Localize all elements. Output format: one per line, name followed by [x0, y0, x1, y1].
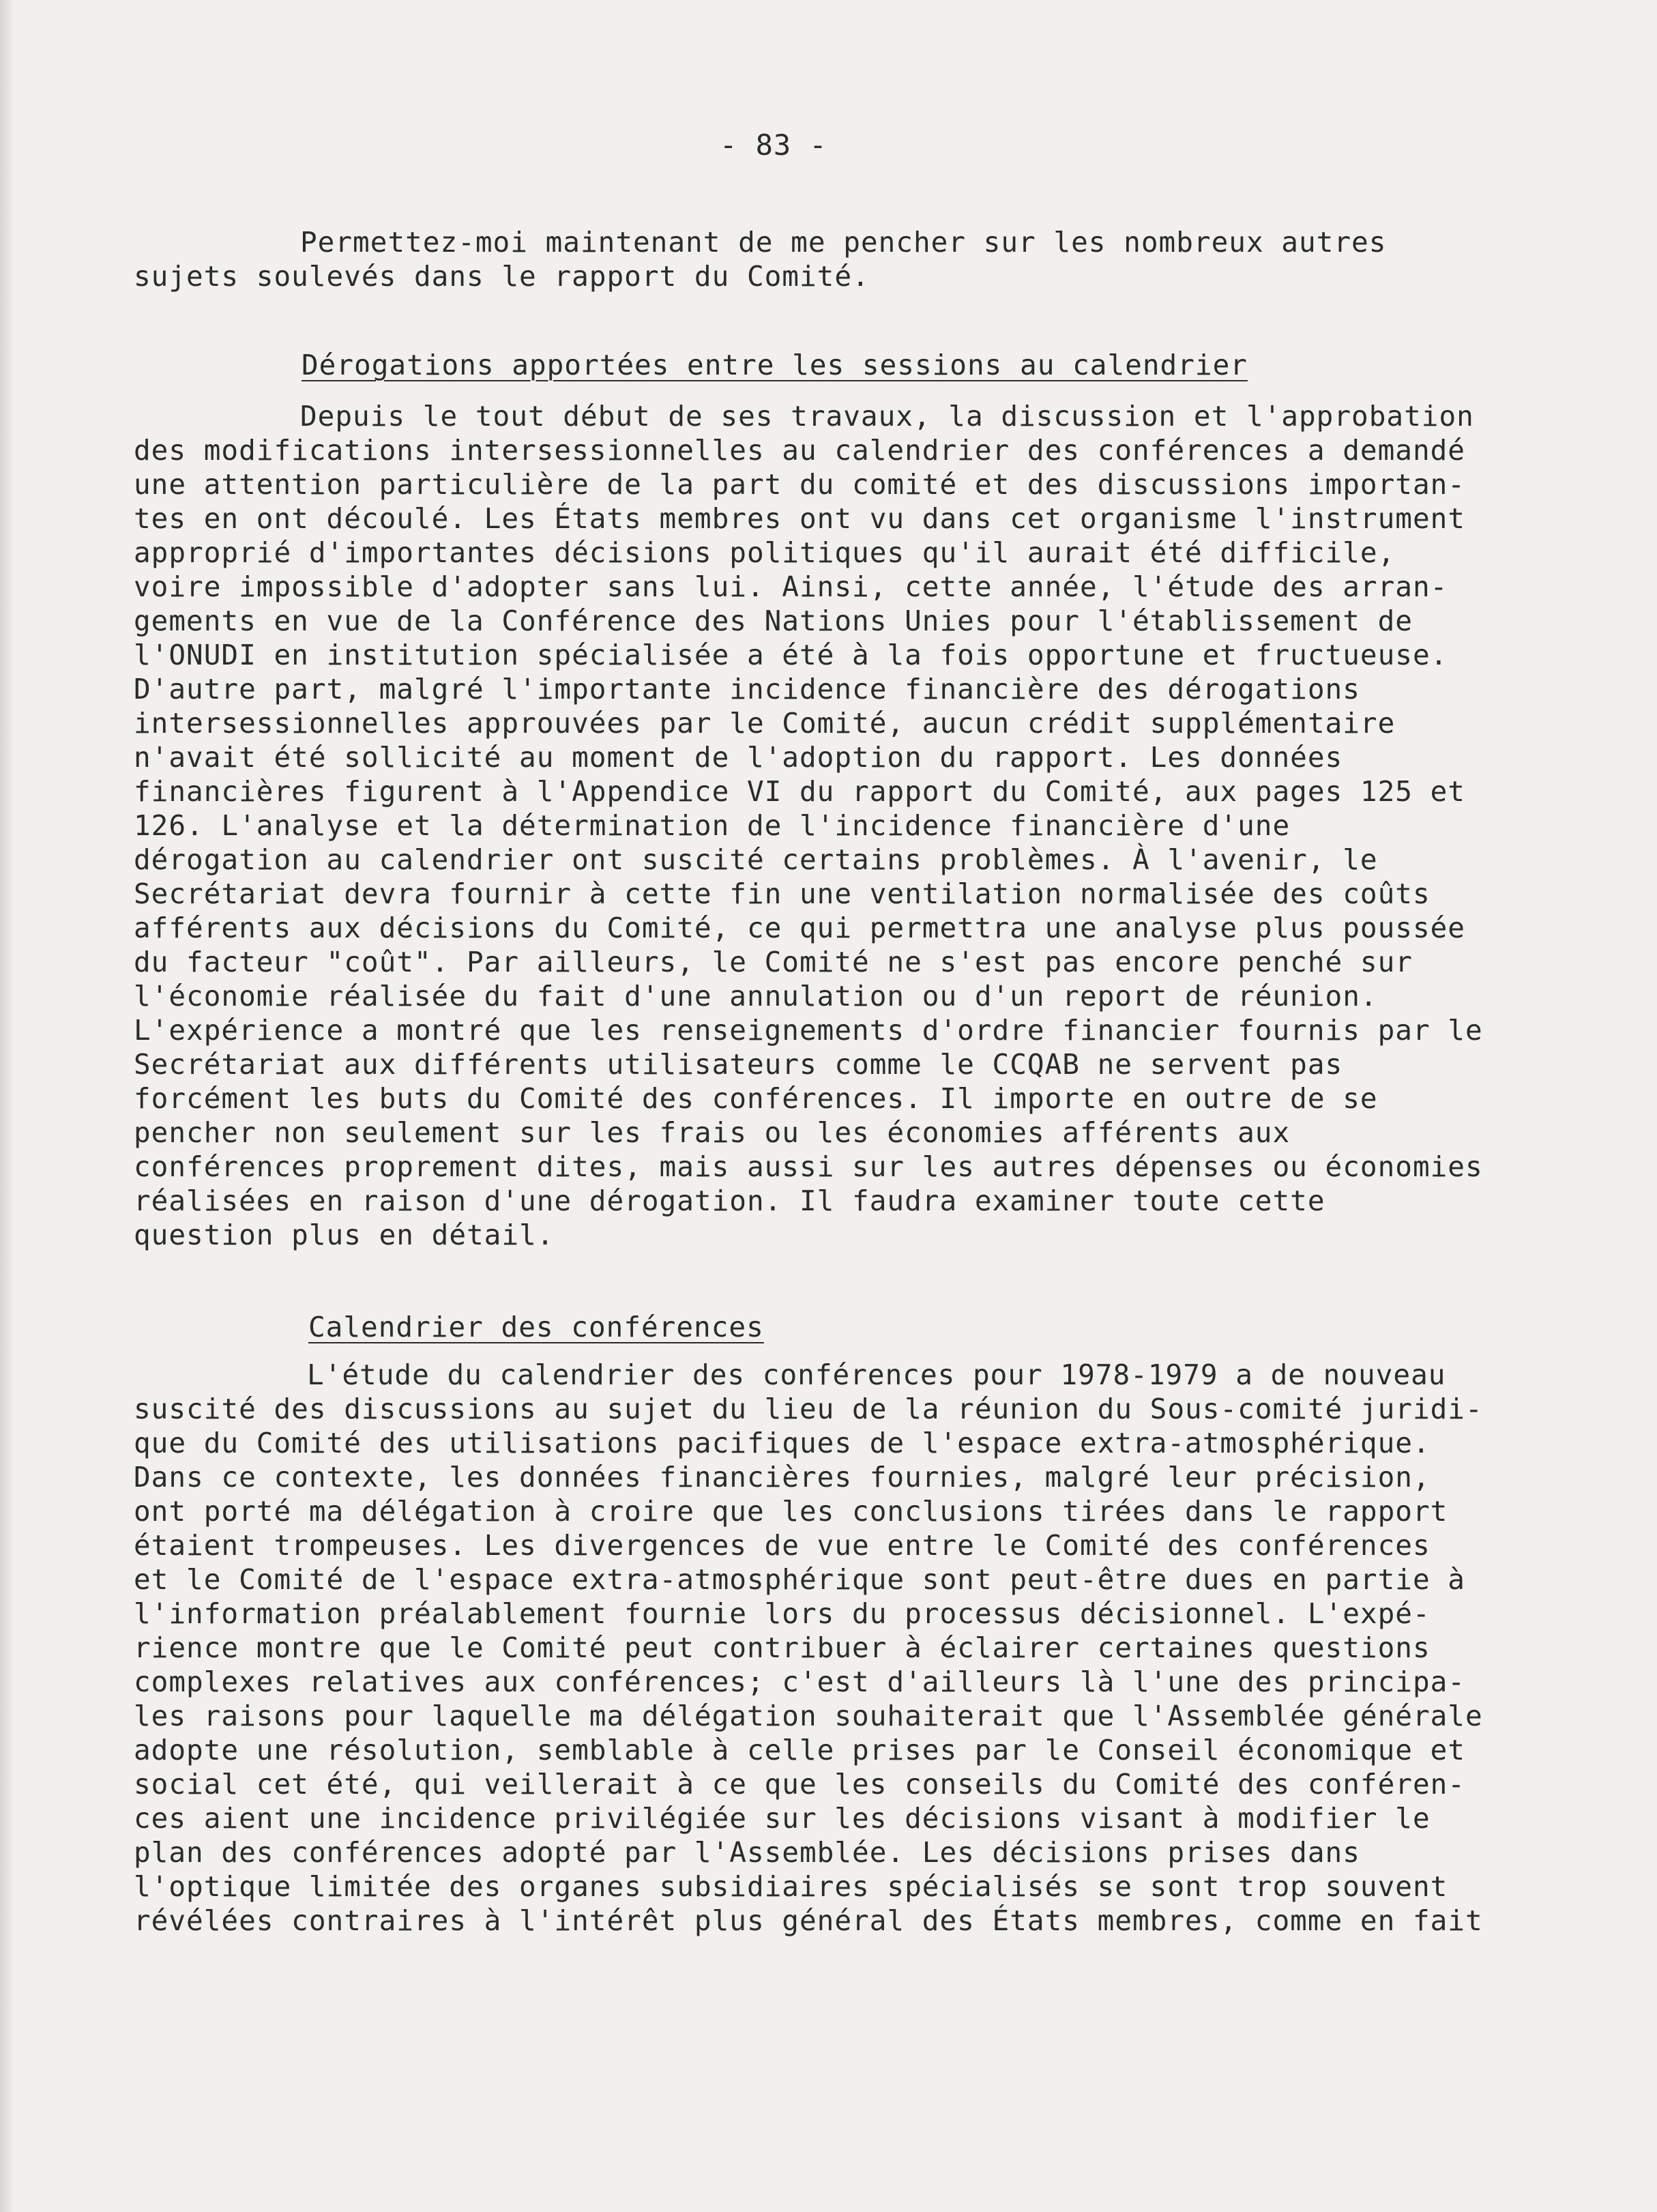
paragraph-line: suscité des discussions au sujet du lieu de la réunion du Sous-comité juridi- [134, 1393, 1483, 1425]
paragraph-line: ces aient une incidence privilégiée sur les décisions visant à modifier le [134, 1802, 1431, 1835]
paragraph-line: l'optique limitée des organes subsidiaires spécialisés se sont trop souvent [134, 1870, 1448, 1903]
page-number: - 83 - [720, 128, 827, 162]
paragraph-line: L'expérience a montré que les renseignements d'ordre financier fournis par le [134, 1014, 1483, 1047]
paragraph-line: rience montre que le Comité peut contribuer à éclairer certaines questions [134, 1631, 1431, 1664]
paragraph-line: social cet été, qui veillerait à ce que les conseils du Comité des conféren- [134, 1768, 1465, 1801]
paragraph-line: une attention particulière de la part du comité et des discussions importan- [134, 468, 1465, 501]
paragraph-line: D'autre part, malgré l'importante incidence financière des dérogations [134, 673, 1360, 705]
paragraph-line: L'étude du calendrier des conférences pour 1978-1979 a de nouveau [307, 1358, 1446, 1391]
paragraph-line: étaient trompeuses. Les divergences de vue entre le Comité des conférences [134, 1529, 1431, 1562]
paragraph-line: du facteur "coût". Par ailleurs, le Comité ne s'est pas encore penché sur [134, 946, 1413, 978]
section-heading-derogations: Dérogations apportées entre les sessions au calendrier [302, 349, 1248, 381]
paragraph-line: les raisons pour laquelle ma délégation souhaiterait que l'Assemblée générale [134, 1700, 1483, 1732]
paragraph-line: réalisées en raison d'une dérogation. Il faudra examiner toute cette [134, 1184, 1325, 1217]
paragraph-line: l'ONUDI en institution spécialisée a été à la fois opportune et fructueuse. [134, 639, 1448, 671]
paragraph-line: des modifications intersessionnelles au calendrier des conférences a demandé [134, 434, 1465, 467]
paragraph-line: n'avait été sollicité au moment de l'adoption du rapport. Les données [134, 741, 1343, 774]
paragraph-line: et le Comité de l'espace extra-atmosphérique sont peut-être dues en partie à [134, 1563, 1465, 1596]
paragraph-line: afférents aux décisions du Comité, ce qui permettra une analyse plus poussée [134, 912, 1465, 944]
page-gutter [0, 0, 12, 2212]
paragraph-line: l'économie réalisée du fait d'une annulation ou d'un report de réunion. [134, 980, 1378, 1013]
paragraph-line: conférences proprement dites, mais aussi sur les autres dépenses ou économies [134, 1150, 1483, 1183]
paragraph-line: plan des conférences adopté par l'Assemblée. Les décisions prises dans [134, 1836, 1360, 1869]
paragraph-line: l'information préalablement fournie lors du processus décisionnel. L'expé- [134, 1597, 1431, 1630]
paragraph-line: révélées contraires à l'intérêt plus général des États membres, comme en fait [134, 1904, 1483, 1937]
section-heading-calendrier: Calendrier des conférences [308, 1311, 764, 1343]
paragraph-line: intersessionnelles approuvées par le Comité, aucun crédit supplémentaire [134, 707, 1396, 740]
paragraph-line: Depuis le tout début de ses travaux, la discussion et l'approbation [300, 400, 1474, 433]
paragraph-line: forcément les buts du Comité des conférences. Il importe en outre de se [134, 1082, 1378, 1115]
paragraph-line: adopte une résolution, semblable à celle prises par le Conseil économique et [134, 1734, 1465, 1766]
paragraph-line: 126. L'analyse et la détermination de l'incidence financière d'une [134, 809, 1291, 842]
paragraph-line: dérogation au calendrier ont suscité certains problèmes. À l'avenir, le [134, 843, 1378, 876]
intro-line: Permettez-moi maintenant de me pencher sur les nombreux autres [300, 226, 1387, 259]
paragraph-line: pencher non seulement sur les frais ou les économies afférents aux [134, 1116, 1291, 1149]
paragraph-line: que du Comité des utilisations pacifiques de l'espace extra-atmosphérique. [134, 1427, 1431, 1459]
paragraph-line: Dans ce contexte, les données financières fournies, malgré leur précision, [134, 1461, 1431, 1494]
paragraph-line: Secrétariat devra fournir à cette fin une ventilation normalisée des coûts [134, 877, 1431, 910]
paragraph-line: tes en ont découlé. Les États membres ont vu dans cet organisme l'instrument [134, 502, 1465, 535]
paragraph-line: approprié d'importantes décisions politiques qu'il aurait été difficile, [134, 536, 1396, 569]
paragraph-line: Secrétariat aux différents utilisateurs comme le CCQAB ne servent pas [134, 1048, 1343, 1081]
paragraph-line: voire impossible d'adopter sans lui. Ainsi, cette année, l'étude des arran- [134, 570, 1448, 603]
paragraph-line: question plus en détail. [134, 1219, 555, 1251]
paragraph-line: financières figurent à l'Appendice VI du rapport du Comité, aux pages 125 et [134, 775, 1465, 808]
paragraph-line: ont porté ma délégation à croire que les conclusions tirées dans le rapport [134, 1495, 1448, 1528]
intro-line: sujets soulevés dans le rapport du Comité. [134, 260, 870, 293]
paragraph-line: gements en vue de la Conférence des Nations Unies pour l'établissement de [134, 605, 1413, 637]
paragraph-line: complexes relatives aux conférences; c'est d'ailleurs là l'une des principa- [134, 1665, 1465, 1698]
